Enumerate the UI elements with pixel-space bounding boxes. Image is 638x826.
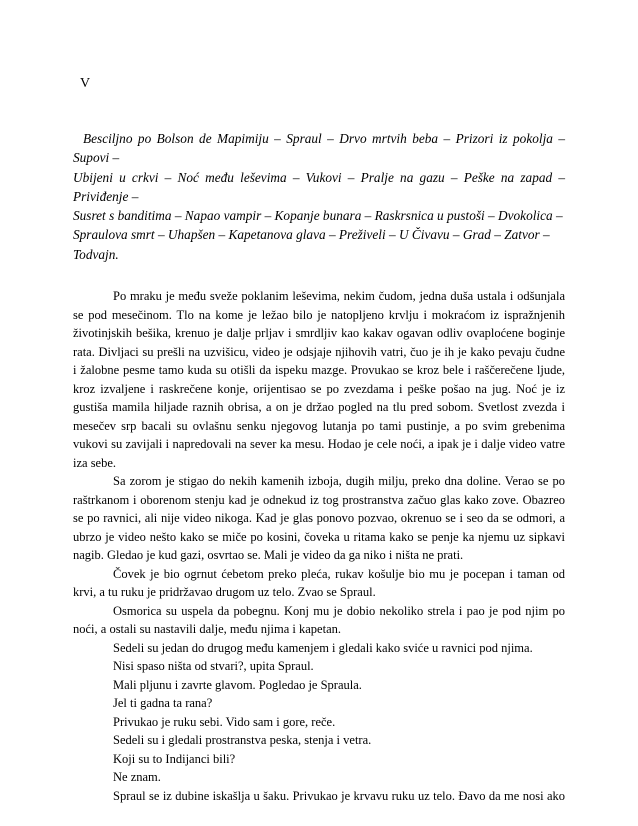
- body-line: Ne znam.: [113, 770, 161, 784]
- body-line: iza sebe.: [73, 455, 117, 470]
- body-line: Privukao je ruku sebi. Vido sam i gore, reče.: [113, 714, 336, 729]
- body-line: Čovek je bio ogrnut ćebetom preko pleća, rukav košulje bio mu je pocepan i taman od: [113, 566, 565, 581]
- summary-line: Spraulova smrt – Uhapšen – Kapetanova glava – Preživeli – U Čivavu – Grad – Zatvor –: [73, 227, 550, 243]
- body-line: Koji su to Indijanci bili?: [113, 751, 236, 766]
- body-text: [73, 287, 565, 805]
- body-line: ubrzo je video nešto kako se miče po kosini, čoveka u ritama kako se penje ka njemu uz sipkavi: [73, 529, 565, 544]
- body-line: Spraul se iz dubine iskašlja u šaku. Privukao je krvavu ruku uz telo. Đavo da me nosi ako: [113, 788, 565, 803]
- body-line: Nisi spaso ništa od stvari?, upita Spraul.: [113, 659, 314, 673]
- body-line: krvi, a tu ruku je pridržavao drugom uz telo. Zvao se Spraul.: [73, 585, 376, 599]
- summary-line: Todvajn.: [73, 246, 119, 262]
- body-line: se pod mesečinom. Tlo na kome je ležao bilo je natopljeno krvlju i mokraćom iz ispražnjenih: [73, 307, 565, 322]
- body-line: kroz izvaljene i raskrečene konje, orijentisao se po zvezdama i peške pošao na jug. Noć je iz: [73, 381, 565, 396]
- chapter-number: V: [80, 76, 91, 91]
- chapter-summary: [73, 129, 565, 264]
- body-line: Mali pljunu i zavrte glavom. Pogledao je Spraula.: [113, 677, 362, 692]
- body-line: mesečev srp bacali su ovlašnu senku njegovog lutanja po tami pustinje, a po svim grebenima: [73, 418, 565, 433]
- body-line: Sedeli su i gledali prostranstva peska, stenja i vetra.: [113, 733, 372, 747]
- body-line: Sa zorom je stigao do nekih kamenih izboja, dugih milju, preko dna doline. Verao se po: [113, 474, 565, 488]
- body-line: Po mraku je među sveže poklanim leševima, nekim čudom, jedna duša ustala i odšunjala: [113, 289, 565, 303]
- body-line: životinjskih bešika, krenuo je dalje prljav i smrdljiv kao kakav ogavan odliv ovaploćene boginje: [73, 326, 565, 340]
- body-line: se po ravnici, ali nije video nikoga. Kad je glas ponovo pozvao, okrenuo se i seo da se odmori, a: [73, 511, 565, 525]
- summary-line: Ubijeni u crkvi – Noć među leševima – Vukovi – Pralje na gazu – Peške na zapad – Priviđenje –: [73, 169, 565, 204]
- summary-line: Besciljno po Bolson de Mapimiju – Spraul – Drvo mrtvih beba – Prizori iz pokolja – Supovi –: [73, 131, 565, 166]
- body-line: i žalobne pesme tamo kuda su otišli da ispeku mazge. Provukao se kroz bele i raščerečene ljude,: [73, 363, 565, 377]
- body-line: nagib. Gledao je kud gazi, osvrtao se. Mali je video da ga niko i ništa ne prati.: [73, 548, 464, 562]
- body-line: rata. Divljaci su prešli na uzvišicu, video je odsjaje njihovih vatri, čuo je ih je kako pevaju čudne: [73, 344, 565, 359]
- body-line: vukovi su zavijali i napredovali na sever ka mesu. Hodao je cele noći, a ipak je i dalje video vatre: [73, 437, 565, 451]
- body-line: Jel ti gadna ta rana?: [113, 696, 213, 710]
- body-line: gustiša mamila hiljade raznih obrisa, a on je držao pogled na tlu pred sobom. Svetlost zvezda i: [73, 400, 565, 414]
- body-line: Sedeli su jedan do drugog među kamenjem i gledali kako sviće u ravnici pod njima.: [113, 640, 533, 655]
- body-line: noći, a ostali su nastavili dalje, među njima i kapetan.: [73, 622, 341, 636]
- body-line: Osmorica su uspela da pobegnu. Konj mu je dobio nekoliko strela i pao je pod njim po: [113, 603, 565, 618]
- body-line: raštrkanom i oborenom stenju kad je odnekud iz tog prostranstva začuo glas kako zove. Obazreo: [73, 492, 565, 507]
- summary-line: Susret s banditima – Napao vampir – Kopanje bunara – Raskrsnica u pustoši – Dvokolica –: [73, 208, 563, 224]
